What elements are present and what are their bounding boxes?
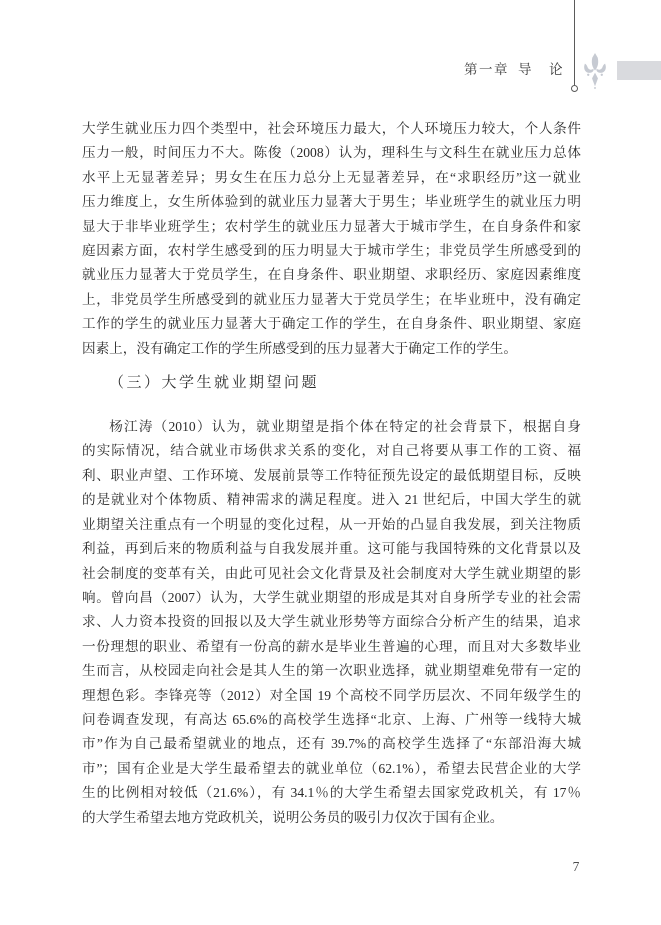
running-header [464, 61, 564, 79]
chapter-title-char: 导 [518, 62, 533, 77]
text-line: 杨江涛（2010）认为，就业期望是指个体在特定的社会背景下，根据自身 [109, 419, 581, 435]
fleur-de-lis-icon [583, 53, 607, 89]
text-line: 市”作为自己最希望就业的地点，还有 39.7%的高校学生选择了“东部沿海大城 [82, 736, 581, 752]
text-line: 生而言，从校园走向社会是其人生的第一次职业选择，就业期望难免带有一定的 [82, 663, 581, 679]
text-line: 工作的学生的就业压力显著大于确定工作的学生，在自身条件、职业期望、家庭 [82, 316, 581, 332]
text-line: 就业压力显著大于党员学生，在自身条件、职业期望、求职经历、家庭因素维度 [82, 267, 581, 283]
text-line: 压力维度上，女生所体验到的就业压力显著大于男生；毕业班学生的就业压力明 [82, 194, 581, 210]
section-heading: （三）大学生就业期望问题 [109, 375, 320, 392]
page-edge-tab [617, 61, 661, 80]
text-line: 大学生就业压力四个类型中，社会环境压力最大，个人环境压力较大，个人条件 [82, 121, 581, 136]
body-text [82, 117, 581, 830]
text-line: 因素上，没有确定工作的学生所感受到的压力显著大于确定工作的学生。 [82, 340, 517, 356]
header-rule-end-dot [571, 85, 578, 92]
text-line: 水平上无显著差异；男女生在压力总分上无显著差异，在“求职经历”这一就业 [82, 169, 581, 185]
text-line: 社会制度的变革有关，由此可见社会文化背景及社会制度对大学生就业期望的影 [82, 565, 581, 581]
chapter-label: 第一章 [464, 62, 509, 77]
text-line: 的实际情况，结合就业市场供求关系的变化，对自己将要从事工作的工资、福 [82, 443, 581, 459]
text-line: 求、人力资本投资的回报以及大学生就业形势等方面综合分析产生的结果，追求 [82, 614, 581, 630]
text-line: 利、职业声望、工作环境、发展前景等工作特征预先设定的最低期望目标，反映 [82, 467, 581, 483]
text-line: 上，非党员学生所感受到的就业压力显著大于党员学生；在毕业班中，没有确定 [82, 291, 581, 307]
text-line: 的大学生希望去地方党政机关，说明公务员的吸引力仅次于国有企业。 [82, 809, 504, 825]
chapter-title-char: 论 [549, 62, 564, 77]
text-line: 一份理想的职业、希望有一份高的薪水是毕业生普遍的心理，而且对大多数毕业 [82, 638, 581, 654]
page-number: 7 [572, 859, 580, 874]
text-line: 显大于非毕业班学生；农村学生的就业压力显著大于城市学生，在自身条件和家 [82, 218, 581, 234]
text-line: 利益，再到后来的物质利益与自我发展并重。这可能与我国特殊的文化背景以及 [82, 541, 581, 557]
text-line: 的是就业对个体物质、精神需求的满足程度。进入 21 世纪后，中国大学生的就 [82, 492, 581, 508]
paragraph-employment-expectation [82, 415, 581, 830]
text-line: 问卷调查发现，有高达 65.6%的高校学生选择“北京、上海、广州等一线特大城 [82, 711, 581, 727]
text-line: 市”；国有企业是大学生最希望去的就业单位（62.1%），希望去民营企业的大学 [82, 760, 581, 776]
paragraph-employment-pressure [82, 117, 581, 361]
text-line: 压力一般，时间压力不大。陈俊（2008）认为，理科生与文科生在就业压力总体 [82, 145, 581, 161]
text-line: 生的比例相对较低（21.6%），有 34.1％的大学生希望去国家党政机关，有 17％ [82, 785, 581, 801]
text-line: 理想色彩。李锋亮等（2012）对全国 19 个高校不同学历层次、不同年级学生的 [82, 687, 581, 703]
header-vertical-rule [574, 0, 575, 85]
text-line: 庭因素方面，农村学生感受到的压力明显大于城市学生；非党员学生所感受到的 [82, 243, 581, 259]
text-line: 响。曾向昌（2007）认为，大学生就业期望的形成是其对自身所学专业的社会需 [82, 589, 581, 605]
text-line: 业期望关注重点有一个明显的变化过程，从一开始的凸显自我发展，到关注物质 [82, 516, 581, 532]
